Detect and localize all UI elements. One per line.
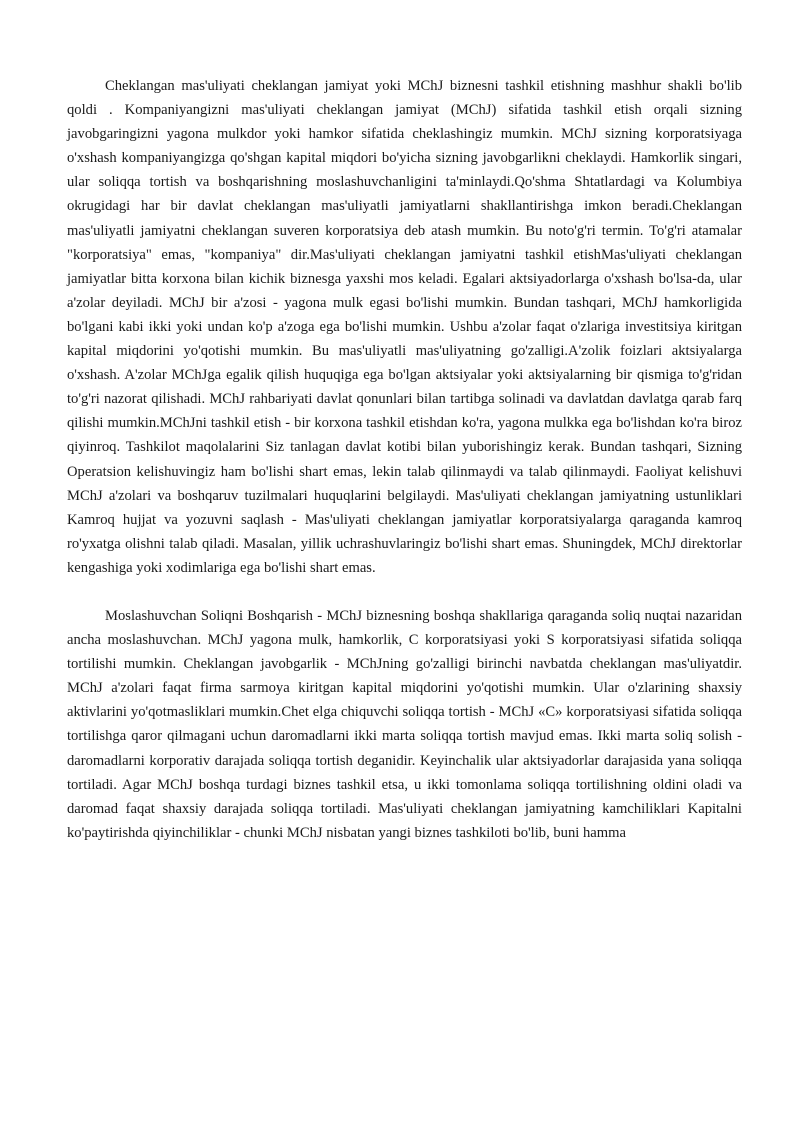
paragraph-llc-overview: Cheklangan mas'uliyati cheklangan jamiyat yoki MChJ biznesni tashkil etishning mashhur shakli bo'lib qoldi . Kompaniyangizni mas'uliyati cheklangan jamiyat (MChJ) sifatida tashkil etish orqali sizning javobgaringizni yagona mulkdor yoki hamkor sifatida cheklashingiz mumkin. MChJ sizning korporatsiyaga o'xshash kompaniyangizga qo'shgan kapital miqdori bo'yicha sizning javobgarlikni cheklaydi. Hamkorlik singari, ular soliqqa tortish va boshqarishning moslashuvchanligini ta'minlaydi.Qo'shma Shtatlardagi va Kolumbiya okrugidagi har bir davlat cheklangan mas'uliyatli jamiyatlarni shakllantirishga imkon beradi.Cheklangan mas'uliyatli jamiyatni cheklangan suveren korporatsiya deb atash mumkin. Bu noto'g'ri termin. To'g'ri atamalar "korporatsiya" emas, "kompaniya" dir.Mas'uliyati cheklangan jamiyatni tashkil etishMas'uliyati cheklangan jamiyatlar bitta korxona bilan kichik biznesga yaxshi mos keladi. Egalari aktsiyadorlarga o'xshash bo'lsa-da, ular a'zolar deyiladi. MChJ bir a'zosi - yagona mulk egasi bo'lishi mumkin. Bundan tashqari, MChJ hamkorligida bo'lgani kabi ikki yoki undan ko'p a'zoga ega bo'lishi mumkin. Ushbu a'zolar faqat o'zlariga investitsiya kiritgan kapital miqdorini yo'qotishi mumkin. Bu mas'uliyatli mas'uliyatning go'zalligi.A'zolik foizlari aktsiyalarga o'xshash. A'zolar MChJga egalik qilish huquqiga ega bo'lgan aktsiyalar yoki aktsiyalarning bir qismiga to'g'ridan to'g'ri nazorat qilishadi. MChJ rahbariyati davlat qonunlari bilan tartibga solinadi va davlatdan davlatga qarab farq qilishi mumkin.MChJni tashkil etish - bir korxona tashkil etishdan ko'ra, yagona mulkka ega bo'lishdan ko'ra biroz qiyinroq. Tashkilot maqolalarini Siz tanlagan davlat kotibi bilan yuborishingiz kerak. Bundan tashqari, Sizning Operatsion kelishuvingiz ham bo'lishi shart emas, lekin talab qilinmaydi va talab qilinmaydi. Faoliyat kelishuvi MChJ a'zolari va boshqaruv tuzilmalari huquqlarini belgilaydi. Mas'uliyati cheklangan jamiyatning ustunliklari Kamroq hujjat va yozuvni saqlash - Mas'uliyati cheklangan jamiyatlar korporatsiyalarga qaraganda kamroq ro'yxatga olishni talab qiladi. Masalan, yillik uchrashuvlaringiz bo'lishi shart emas. Shuningdek, MChJ direktorlar kengashiga yoki xodimlariga ega bo'lishi shart emas.: [67, 78, 742, 576]
paragraph-llc-taxation: Moslashuvchan Soliqni Boshqarish - MChJ biznesning boshqa shakllariga qaraganda soliq nuqtai nazaridan ancha moslashuvchan. MChJ yagona mulk, hamkorlik, C korporatsiyasi yoki S korporatsiyasi sifatida soliqqa tortilishi mumkin. Cheklangan javobgarlik - MChJning go'zalligi birinchi navbatda cheklangan mas'uliyatdir. MChJ a'zolari faqat firma sarmoya kiritgan kapital miqdorini yo'qotishi mumkin. Ular o'zlarining shaxsiy aktivlarini yo'qotmasliklari mumkin.Chet elga chiquvchi soliqqa tortish - MChJ «C» korporatsiyasi sifatida soliqqa tortilishga qaror qilmagani uchun daromadlarni ikki marta soliqqa tortish mavjud emas. Ikki marta soliq solish - daromadlarni korporativ darajada soliqqa tortish deganidir. Keyinchalik ular aktsiyadorlar darajasida yana soliqqa tortiladi. Agar MChJ boshqa turdagi biznes tashkil etsa, u ikki tomonlama soliqqa tortilishning oldini oladi va daromad faqat shaxsiy darajada soliqqa tortiladi. Mas'uliyati cheklangan jamiyatning kamchiliklari Kapitalni ko'paytirishda qiyinchiliklar - chunki MChJ nisbatan yangi biznes tashkiloti bo'lib, buni hamma: [67, 607, 742, 841]
document-page: [67, 74, 742, 845]
